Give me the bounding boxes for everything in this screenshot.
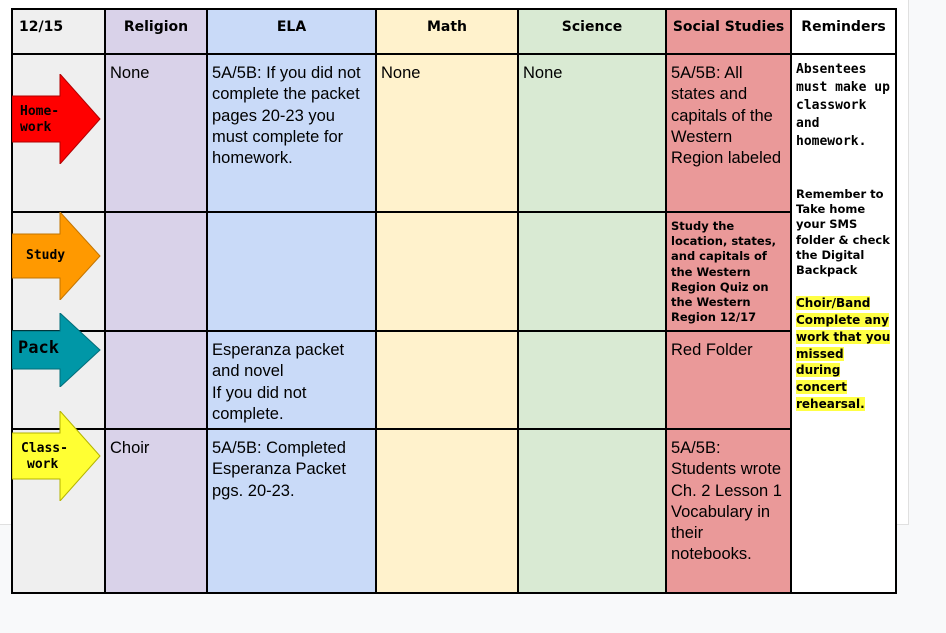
header-ela: ELA	[206, 8, 377, 55]
homework-label-line1: Home-	[20, 104, 60, 119]
social-study: Study the location, states, and capitals of the Western Region Quiz on the Western Region 12/17	[665, 211, 792, 332]
reminder-choir-highlight: Choir/Band Complete any work that you missed during concert rehearsal.	[796, 296, 891, 411]
math-homework: None	[375, 53, 519, 213]
classwork-label-line1: Class-	[21, 441, 68, 456]
header-social-studies: Social Studies	[665, 8, 792, 55]
pack-arrow	[12, 313, 102, 387]
reminder-choir-band	[792, 295, 895, 413]
pack-label: Pack	[18, 338, 59, 358]
ela-pack: Esperanza packet and novel If you did not complete.	[206, 330, 377, 430]
homework-label-line2: work	[20, 120, 52, 135]
ela-study	[206, 211, 377, 332]
social-homework: 5A/5B: All states and capitals of the Western Region labeled	[665, 53, 792, 213]
religion-classwork: Choir	[104, 428, 208, 594]
header-date: 12/15	[11, 8, 106, 55]
science-classwork	[517, 428, 667, 594]
classwork-label-line2: work	[27, 457, 59, 472]
religion-pack	[104, 330, 208, 430]
reminder-absentees: Absentees must make up classwork and homework.	[796, 62, 890, 149]
science-study	[517, 211, 667, 332]
header-religion: Religion	[104, 8, 208, 55]
social-classwork: 5A/5B: Students wrote Ch. 2 Lesson 1 Vocabulary in their notebooks.	[665, 428, 792, 594]
religion-homework: None	[104, 53, 208, 213]
homework-arrow	[12, 74, 102, 164]
ela-homework: 5A/5B: If you did not complete the packet pages 20-23 you must complete for homework.	[206, 53, 377, 213]
math-study	[375, 211, 519, 332]
social-pack: Red Folder	[665, 330, 792, 430]
homework-table	[11, 8, 897, 594]
reminders-cell	[790, 53, 897, 594]
classwork-arrow	[12, 411, 102, 501]
math-pack	[375, 330, 519, 430]
ela-classwork: 5A/5B: Completed Esperanza Packet pgs. 20-23.	[206, 428, 377, 594]
science-homework: None	[517, 53, 667, 213]
science-pack	[517, 330, 667, 430]
study-arrow	[12, 212, 102, 300]
study-label: Study	[26, 248, 66, 263]
header-math: Math	[375, 8, 519, 55]
math-classwork	[375, 428, 519, 594]
reminder-sms-folder: Remember to Take home your SMS folder & check the Digital Backpack	[796, 187, 890, 278]
header-science: Science	[517, 8, 667, 55]
religion-study	[104, 211, 208, 332]
header-reminders: Reminders	[790, 8, 897, 55]
